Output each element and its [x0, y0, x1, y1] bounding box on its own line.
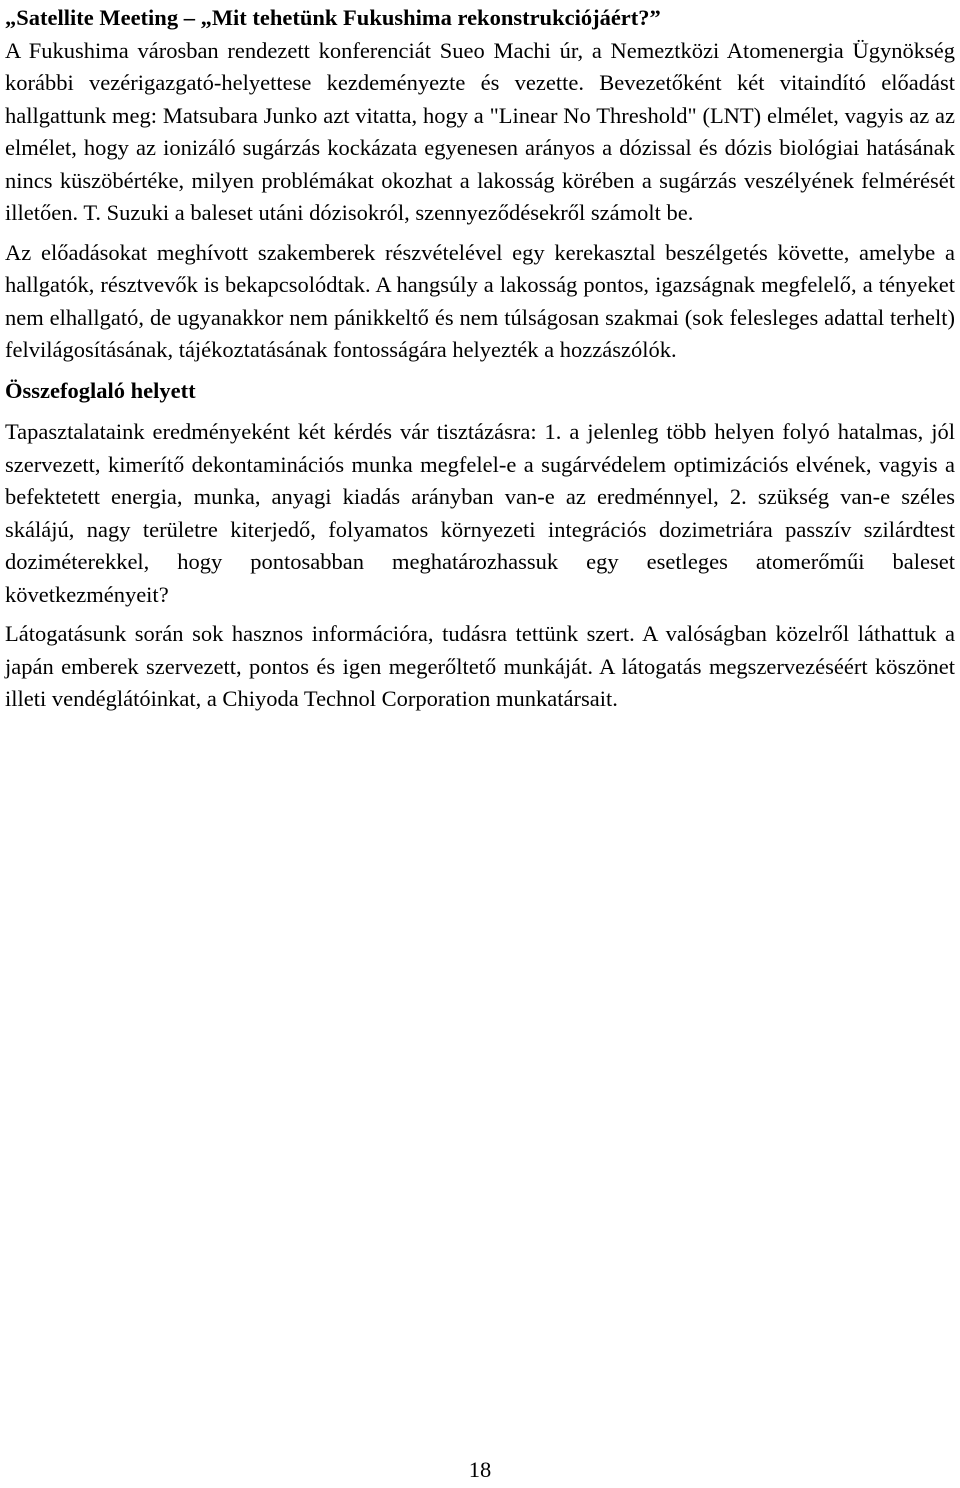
paragraph-closing: Látogatásunk során sok hasznos információra, tudásra tettünk szert. A valóságban közelről láthattuk a japán emberek szervezett, pontos és igen megerőltető munkáját. A látogatás megszervezéséért köszönet illeti vendéglátóinkat, a Chiyoda Technol Corporation munkatársait.	[5, 621, 955, 711]
paragraph-intro: A Fukushima városban rendezett konferenciát Sueo Machi úr, a Nemeztközi Atomenergia Ügynökség korábbi vezérigazgató-helyettese kezdeményezte és vezette. Bevezetőként két vitaindító előadást hallgattunk meg: Matsubara Junko azt vitatta, hogy a "Linear No Threshold" (LNT) elmélet, vagyis az az elmélet, hogy az ionizáló sugárzás kockázata egyenesen arányos a dózissal és dózis biológiai hatásának nincs küszöbértéke, milyen problémákat okozhat a lakosság körében a sugárzás veszélyének felmérését illetően. T. Suzuki a baleset utáni dózisokról, szennyeződésekről számolt be.	[5, 37, 955, 225]
paragraph-summary: Tapasztalataink eredményeként két kérdés vár tisztázásra: 1. a jelenleg több helyen folyó hatalmas, jól szervezett, kimerítő dekontaminációs munka megfelel-e a sugárvédelem optimizációs elvének, vagyis a befektetett energia, munka, anyagi kiadás arányban van-e az eredménnyel, 2. szükség van-e széles skálájú, nagy területre kiterjedő, folyamatos környezeti integrációs dozimetriára passzív szilárdtest doziméterekkel, hogy pontosabban meghatározhassuk egy esetleges atomerőműi baleset következményeit?	[5, 419, 955, 607]
section-title: „Satellite Meeting – „Mit tehetünk Fukushima rekonstrukciójáért?”	[5, 5, 661, 30]
section-heading: Összefoglaló helyett	[5, 377, 196, 403]
paragraph-roundtable: Az előadásokat meghívott szakemberek részvételével egy kerekasztal beszélgetés követte, amelybe a hallgatók, résztvevők is bekapcsolódtak. A hangsúly a lakosság pontos, igazságnak megfelelő, a tényeket nem elhallgató, de ugyanakkor nem pánikkeltő és nem túlságosan szakmai (sok felesleges adattal terhelt) felvilágosításának, tájékoztatásának fontosságára helyezték a hozzászólók.	[5, 239, 955, 362]
page-number: 18	[468, 1457, 492, 1482]
